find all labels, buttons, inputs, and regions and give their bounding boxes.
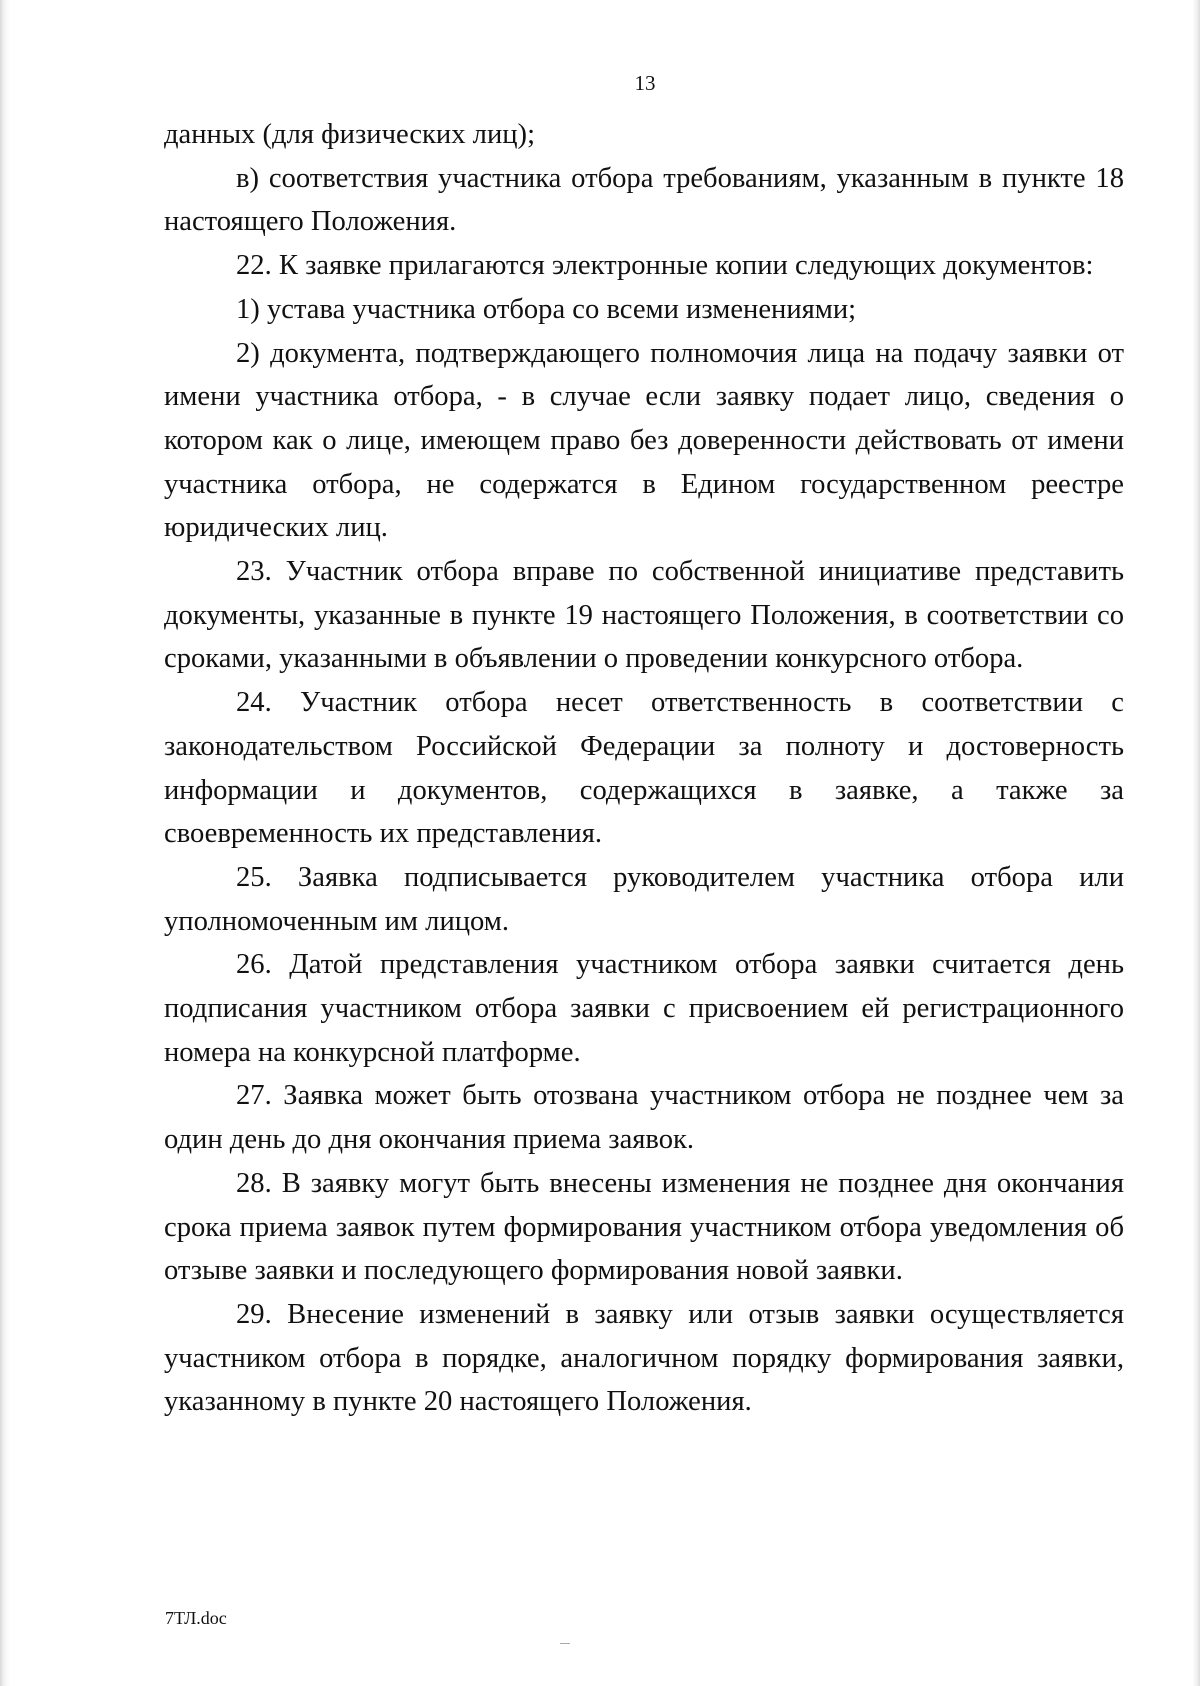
scan-edge-right — [1192, 0, 1200, 1686]
page-number: 13 — [634, 71, 656, 95]
paragraph-8: 25. Заявка подписывается руководителем участника отбора или уполномоченным им лицом. — [164, 861, 1124, 937]
document-body — [164, 113, 1124, 1424]
footer-filename: 7ТЛ.doc — [165, 1608, 227, 1628]
paragraph-4: 1) устава участника отбора со всеми изменениями; — [236, 293, 857, 325]
paragraph-7: 24. Участник отбора несет ответственность в соответствии с законодательством Российской Федерации за полноту и достоверность информации и документов, содержащихся в заявке, а также за своевременность их представления. — [164, 687, 1124, 850]
paragraph-10: 27. Заявка может быть отозвана участником отбора не позднее чем за один день до дня окончания приема заявок. — [164, 1080, 1124, 1156]
paragraph-9: 26. Датой представления участником отбора заявки считается день подписания участником отбора заявки с присвоением ей регистрационного номера на конкурсной платформе. — [164, 949, 1124, 1068]
paragraph-6: 23. Участник отбора вправе по собственной инициативе представить документы, указанные в пункте 19 настоящего Положения, в соответствии со сроками, указанными в объявлении о проведении конкурсного отбора. — [164, 556, 1124, 675]
paragraph-12: 29. Внесение изменений в заявку или отзыв заявки осуществляется участником отбора в порядке, аналогичном порядку формирования заявки, указанному в пункте 20 настоящего Положения. — [164, 1298, 1124, 1418]
paragraph-2: в) соответствия участника отбора требованиям, указанным в пункте 18 настоящего Положения. — [164, 162, 1124, 238]
footer-mark — [560, 1643, 570, 1644]
paragraph-1: данных (для физических лиц); — [164, 119, 536, 150]
paragraph-11: 28. В заявку могут быть внесены изменения не позднее дня окончания срока приема заявок путем формирования участником отбора уведомления об отзыве заявки и последующего формирования новой заявки. — [164, 1167, 1124, 1287]
paragraph-5: 2) документа, подтверждающего полномочия лица на подачу заявки от имени участника отбора, - в случае если заявку подает лицо, сведения о котором как о лице, имеющем право без доверенности действовать от имени участника отбора, не содержатся в Едином государственном реестре юридических лиц. — [164, 337, 1124, 544]
scan-edge-left — [0, 0, 10, 1686]
paragraph-3: 22. К заявке прилагаются электронные копии следующих документов: — [236, 250, 1094, 282]
